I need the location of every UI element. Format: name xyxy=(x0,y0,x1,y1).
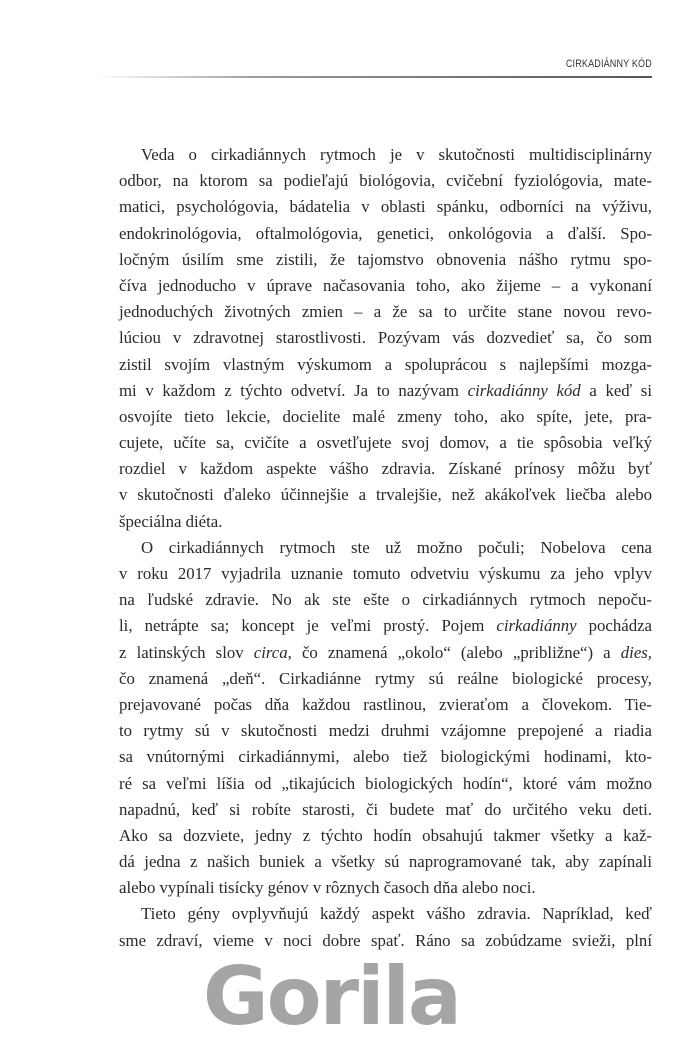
text-line xyxy=(119,692,652,718)
text-line xyxy=(119,797,652,823)
text-run: číva jednoducho v úprave načasovania toho, ako žijeme – a vykonaní xyxy=(119,275,652,295)
text-line xyxy=(119,168,652,194)
text-run: endokrinológovia, oftalmológovia, genetici, onkológovia a ďalší. Spo- xyxy=(119,223,652,243)
text-run: sa vnútornými cirkadiánnymi, alebo tiež biologickými hodinami, kto- xyxy=(119,747,652,767)
text-line xyxy=(119,221,652,247)
text-run: v skutočnosti ďaleko účinnejšie a trvalejšie, než akákoľvek liečba alebo xyxy=(119,485,652,505)
text-run: z latinských slov xyxy=(119,642,254,662)
text-run: matici, psychológovia, bádatelia v oblasti spánku, odborníci na výživu, xyxy=(119,197,652,217)
text-line xyxy=(119,744,652,770)
text-line xyxy=(119,613,652,639)
text-run: ré sa veľmi líšia od „tikajúcich biologických hodín“, ktoré vám možno xyxy=(119,773,652,793)
text-line xyxy=(119,142,652,168)
text-run: prejavované počas dňa každou rastlinou, zvieraťom a človekom. Tie- xyxy=(119,694,652,714)
text-line xyxy=(119,404,652,430)
text-line xyxy=(119,352,652,378)
text-run: na ľudské zdravie. No ak ste ešte o cirkadiánnych rytmoch nepoču- xyxy=(119,590,652,610)
text-line xyxy=(119,325,652,351)
italic-term: dies, xyxy=(620,642,652,662)
paragraph xyxy=(119,901,652,953)
text-line xyxy=(119,299,652,325)
text-run: , čo znamená „okolo“ (alebo „približne“) a xyxy=(287,642,621,662)
text-run: O cirkadiánnych rytmoch ste už možno počuli; Nobelova cena xyxy=(141,537,652,557)
header-rule xyxy=(95,76,652,78)
text-run: osvojíte tieto lekcie, docielite malé zmeny toho, ako spíte, jete, pra- xyxy=(119,406,652,426)
text-line xyxy=(119,273,652,299)
italic-term: cirkadiánny kód xyxy=(467,380,581,400)
text-line xyxy=(119,640,652,666)
text-run: Ako sa dozviete, jedny z týchto hodín obsahujú takmer všetky a kaž- xyxy=(119,825,652,845)
text-run: Veda o cirkadiánnych rytmoch je v skutočnosti multidisciplinárny xyxy=(141,145,652,164)
body-text xyxy=(119,142,652,954)
text-line xyxy=(119,535,652,561)
text-line xyxy=(119,194,652,220)
text-run: zistil svojím vlastným výskumom a spoluprácou s najlepšími mozga- xyxy=(119,354,652,374)
text-line xyxy=(119,771,652,797)
text-line xyxy=(119,247,652,273)
text-line xyxy=(119,561,652,587)
paragraph xyxy=(119,535,652,902)
text-run: a keď si xyxy=(580,380,652,400)
paragraph xyxy=(119,142,652,535)
text-run: špeciálna diéta. xyxy=(119,511,223,531)
text-run: jednoduchých životných zmien – a že sa to určite stane novou revo- xyxy=(119,302,652,322)
text-run: napadnú, keď si robíte starosti, či budete mať do určitého veku deti. xyxy=(119,799,652,819)
text-run: lúciou v zdravotnej starostlivosti. Pozývam vás dozvedieť sa, čo som xyxy=(119,328,652,348)
italic-term: circa xyxy=(253,642,288,662)
text-run: dá jedna z našich buniek a všetky sú naprogramované tak, aby zapínali xyxy=(119,852,652,872)
text-line xyxy=(119,587,652,613)
text-run: v roku 2017 vyjadrila uznanie tomuto odvetviu výskumu za jeho vplyv xyxy=(119,564,652,583)
text-line xyxy=(119,666,652,692)
text-run: sme zdraví, vieme v noci dobre spať. Ráno sa zobúdzame svieži, plní xyxy=(119,930,652,950)
text-line xyxy=(119,928,652,954)
text-run: ločným úsilím sme zistili, že tajomstvo obnovenia nášho rytmu spo- xyxy=(119,249,652,269)
text-line xyxy=(119,823,652,849)
running-head-title: CIRKADIÁNNY KÓD xyxy=(566,58,652,70)
text-line xyxy=(119,901,652,927)
text-line xyxy=(119,849,652,875)
text-run: alebo vypínali tisícky génov v rôznych časoch dňa alebo noci. xyxy=(119,878,536,898)
text-run: cujete, učíte sa, cvičíte a osvetľujete svoj domov, a tie spôsobia veľký xyxy=(119,433,652,453)
text-line xyxy=(119,378,652,404)
text-run: to rytmy sú v skutočnosti medzi druhmi vzájomne prepojené a riadia xyxy=(119,721,652,741)
text-run: Tieto gény ovplyvňujú každý aspekt vášho zdravia. Napríklad, keď xyxy=(141,904,652,924)
text-run: odbor, na ktorom sa podieľajú biológovia, cvičební fyziológovia, mate- xyxy=(119,171,652,191)
text-run: rozdiel v každom aspekte vášho zdravia. Získané prínosy môžu byť xyxy=(119,459,652,479)
text-line xyxy=(119,509,652,535)
text-line xyxy=(119,875,652,901)
text-line xyxy=(119,430,652,456)
text-line xyxy=(119,718,652,744)
text-run: pochádza xyxy=(576,616,652,636)
text-run: čo znamená „deň“. Cirkadiánne rytmy sú reálne biologické procesy, xyxy=(119,668,652,688)
text-line xyxy=(119,482,652,508)
text-run: li, netrápte sa; koncept je veľmi prostý. Pojem xyxy=(119,616,497,636)
watermark-logo: Gorila xyxy=(203,950,460,1043)
text-run: mi v každom z týchto odvetví. Ja to nazývam xyxy=(119,380,468,400)
text-line xyxy=(119,456,652,482)
italic-term: cirkadiánny xyxy=(496,616,577,636)
